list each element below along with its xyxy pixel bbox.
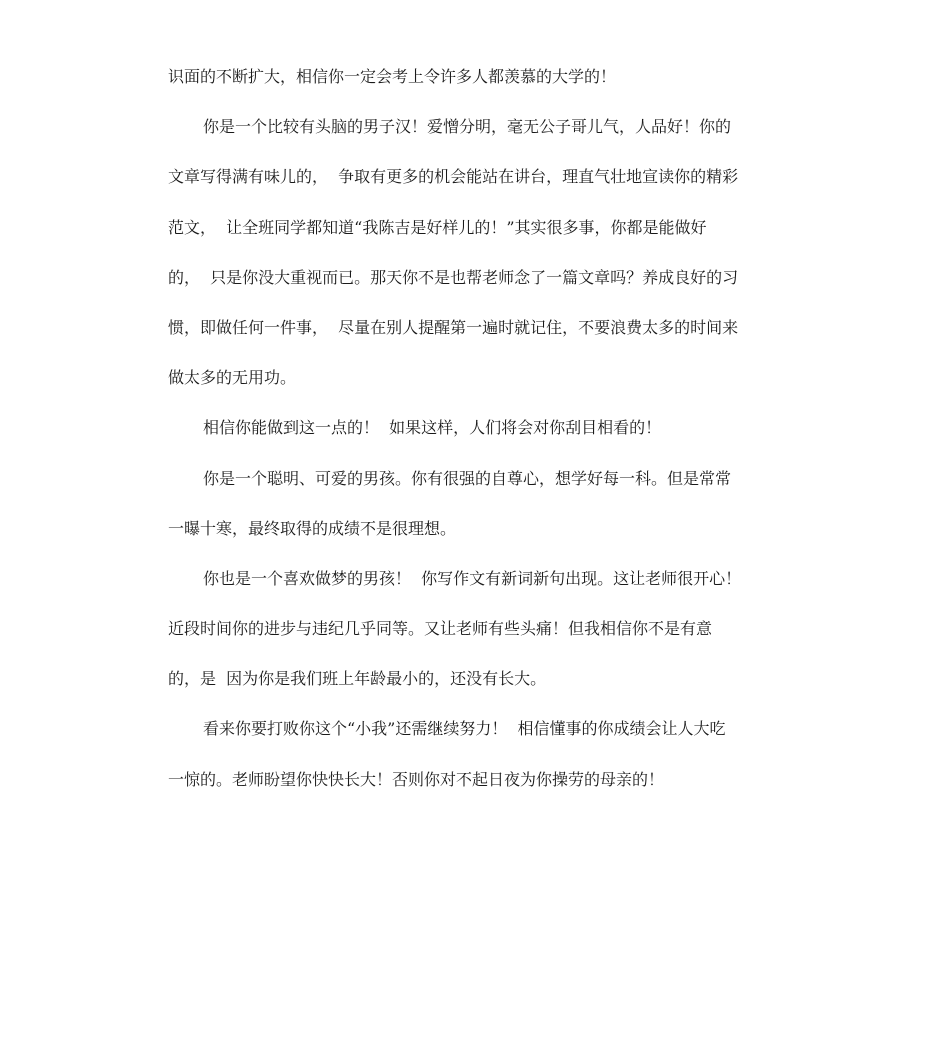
text-line: 近段时间你的进步与违纪几乎同等。又让老师有些头痛！但我相信你不是有意 xyxy=(168,619,713,639)
text-line: 一曝十寒，最终取得的成绩不是很理想。 xyxy=(168,518,457,538)
text-line: 范文， 让全班同学都知道“我陈吉是好样儿的！”其实很多事，你都是能做好 xyxy=(168,217,707,237)
text-line: 识面的不断扩大，相信你一定会考上令许多人都羡慕的大学的！ xyxy=(168,67,617,86)
text-line: 你也是一个喜欢做梦的男孩！ 你写作文有新词新句出现。这让老师很开心！ xyxy=(203,568,742,588)
text-line: 的，是 因为你是我们班上年龄最小的，还没有长大。 xyxy=(168,669,547,689)
text-line: 看来你要打败你这个“小我”还需继续努力！ 相信懂事的你成绩会让人大吃 xyxy=(203,719,726,739)
text-line: 你是一个比较有头脑的男子汉！爱憎分明，毫无公子哥儿气，人品好！你的 xyxy=(203,117,732,137)
text-line: 相信你能做到这一点的！ 如果这样，人们将会对你刮目相看的！ xyxy=(203,418,662,438)
text-line: 的， 只是你没大重视而已。那天你不是也帮老师念了一篇文章吗？养成良好的习 xyxy=(168,267,739,287)
text-line: 惯，即做任何一件事， 尽量在别人提醒第一遍时就记住，不要浪费太多的时间来 xyxy=(168,317,739,337)
text-line: 一惊的。老师盼望你快快长大！否则你对不起日夜为你操劳的母亲的！ xyxy=(168,769,665,789)
text-line: 你是一个聪明、可爱的男孩。你有很强的自尊心，想学好每一科。但是常常 xyxy=(203,468,732,488)
text-line: 文章写得满有味儿的， 争取有更多的机会能站在讲台，理直气壮地宣读你的精彩 xyxy=(168,167,739,187)
text-line: 做太多的无用功。 xyxy=(168,368,297,388)
document-body xyxy=(168,62,783,815)
